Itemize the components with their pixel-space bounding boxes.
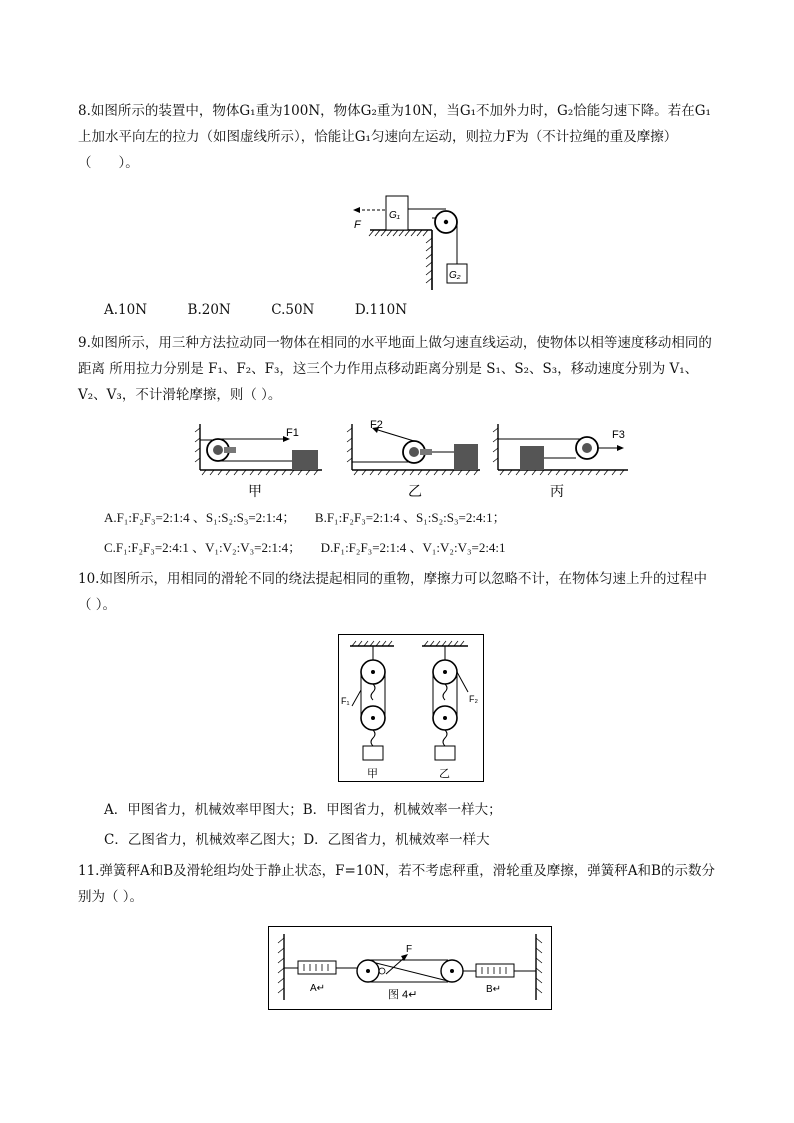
q10-stem: 10.如图所示，用相同的滑轮不同的绕法提起相同的重物，摩擦力可以忽略不计，在物体匀速上升的过程中（ ）。 [78,571,707,613]
q9-yi-label: 乙 [408,483,422,499]
f-label: F [354,219,361,231]
q9-f2-label: F2 [370,419,383,431]
q10-options-cd: C．乙图省力，机械效率乙图大；D．乙图省力，机械效率一样大 [104,832,490,848]
q9-jia [195,424,322,475]
q11-caption: 图 4↵ [388,989,418,1001]
q10-figure [338,634,484,782]
q10-f2-label: F₂ [469,694,478,704]
q8-figure [340,188,480,290]
q9-figure [192,418,632,500]
q9-options-cd: C.F₁:F₂F₃=2:4:1 、V₁:V₂:V₃=2:1:4； D.F₁:F₂F₃=2:1:4 、V₁:V₂:V₃=2:4:1 [104,540,506,555]
q9-yi [347,419,480,475]
q9-jia-label: 甲 [248,483,262,499]
q9-f1-label: F1 [286,427,299,439]
q8-stem: 8.如图所示的装置中，物体G₁重为100N，物体G₂重为10N，当G₁不加外力时，G₂恰能匀速下降。若在G₁上加水平向左的拉力（如图虚线所示），恰能让G₁匀速向左运动，则拉力F为（不计拉绳的重及摩擦）（ ）。 [78,103,711,171]
q10-jia-label: 甲 [367,768,378,780]
q9-stem: 9.如图所示，用三种方法拉动同一物体在相同的水平地面上做匀速直线运动，使物体以相等速度移动相同的距离 所用拉力分别是 F₁、F₂、F₃，这三个力作用点移动距离分别是 S₁、S₂、S₃，移动速度分别为 V₁、V₂、V₃，不计滑轮摩擦，则（ ）。 [78,335,712,403]
scale-b-label: B↵ [486,984,502,995]
q8-options: A.10N B.20N C.50N D.110N [104,302,408,318]
q9-options-ab: A.F₁:F₂F₃=2:1:4 、S₁:S₂:S₃=2:1:4； B.F₁:F₂F₃=2:1:4 、S₁:S₂:S₃=2:4:1； [104,510,506,525]
q11-figure [268,926,552,1010]
scale-a-label: A↵ [310,983,326,994]
q10-yi-label: 乙 [439,768,450,780]
q11-stem: 11.弹簧秤A和B及滑轮组均处于静止状态，F=10N，若不考虑秤重，滑轮重及摩擦，弹簧秤A和B的示数分别为（ ）。 [78,863,715,905]
q10-f1-label: F₁ [341,696,350,706]
q11-f-label: F [406,944,413,955]
q10-options-ab: A．甲图省力，机械效率甲图大；B．甲图省力，机械效率一样大； [104,802,502,818]
q9-f3-label: F3 [612,429,625,441]
g1-label: G₁ [389,210,400,221]
q9-bing [493,424,628,475]
g2-label: G₂ [449,270,461,281]
q9-bing-label: 丙 [550,483,564,499]
